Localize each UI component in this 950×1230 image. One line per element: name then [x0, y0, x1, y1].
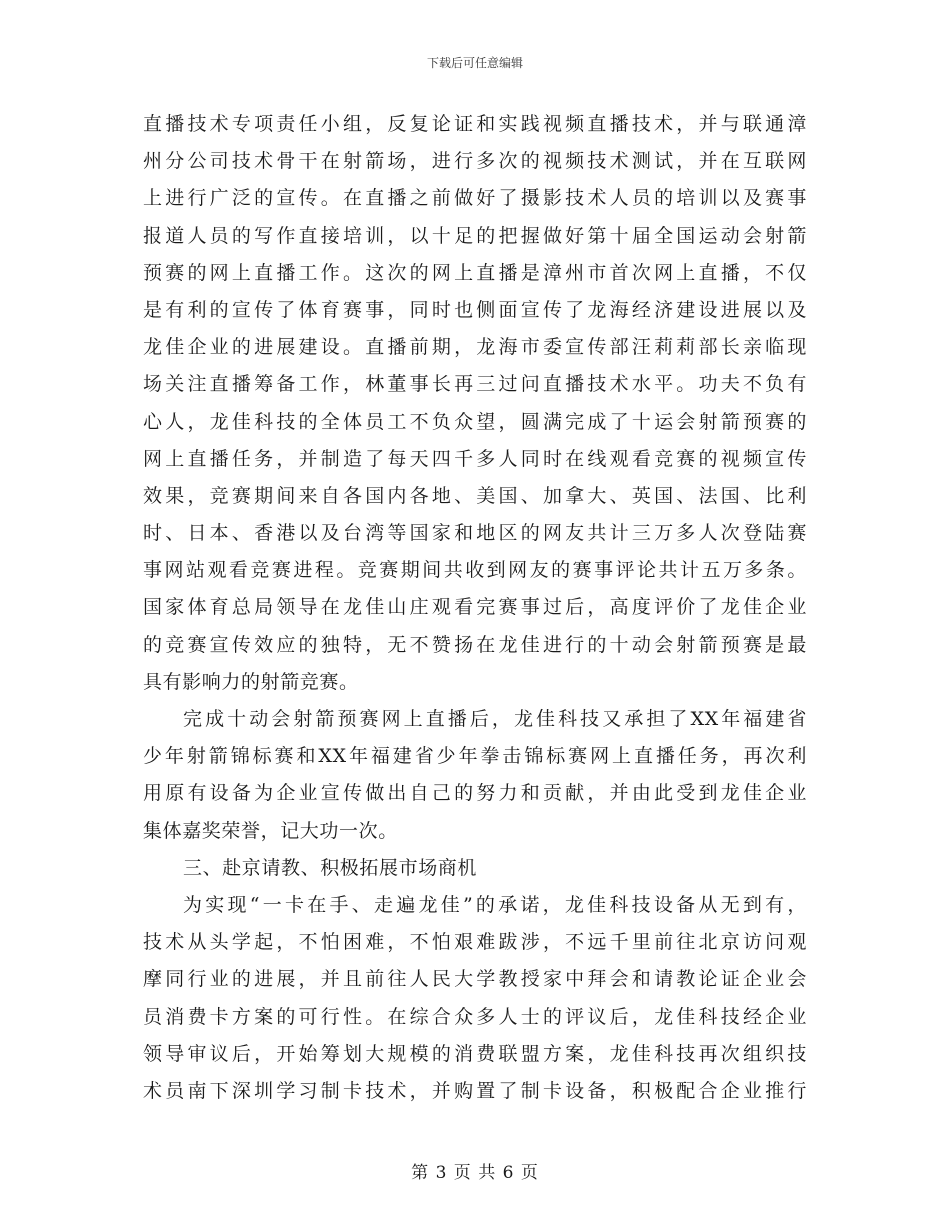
text-line: 摩同行业的进展，并且前往人民大学教授家中拜会和请教论证企业会: [143, 968, 807, 991]
text-line: 龙佳企业的进展建设。直播前期，龙海市委宣传部汪莉莉部长亲临现: [143, 336, 807, 359]
text-line: 用原有设备为企业宣传做出自己的努力和贡献，并由此受到龙佳企业: [143, 782, 807, 805]
text-line: 网上直播任务，并制造了每天四千多人同时在线观看竞赛的视频宣传: [143, 447, 807, 470]
text-line: 心人，龙佳科技的全体员工不负众望，圆满完成了十运会射箭预赛的: [143, 410, 807, 433]
text-line: 报道人员的写作直接培训，以十足的把握做好第十届全国运动会射箭: [143, 224, 807, 247]
text-line: 是有利的宣传了体育赛事，同时也侧面宣传了龙海经济建设进展以及: [143, 298, 807, 321]
text-line: 上进行广泛的宣传。在直播之前做好了摄影技术人员的培训以及赛事: [143, 187, 807, 210]
text-line: 事网站观看竞赛进程。竞赛期间共收到网友的赛事评论共计五万多条。: [143, 559, 807, 582]
text-line: 直播技术专项责任小组，反复论证和实践视频直播技术，并与联通漳: [143, 113, 807, 135]
page-header: 下载后可任意编辑: [426, 56, 523, 70]
page-footer: 第 3 页 共 6 页: [411, 1163, 539, 1183]
text-line: 集体嘉奖荣誉，记大功一次。: [143, 819, 398, 842]
text-line: 员消费卡方案的可行性。在综合众多人士的评议后，龙佳科技经企业: [143, 1005, 807, 1028]
text-line: 技术从头学起，不怕困难，不怕艰难跋涉，不远千里前往北京访问观: [143, 931, 807, 954]
body-text: [143, 106, 807, 1110]
text-line: 预赛的网上直播工作。这次的网上直播是漳州市首次网上直播，不仅: [143, 261, 807, 284]
text-line: 术员南下深圳学习制卡技术，并购置了制卡设备，积极配合企业推行: [143, 1079, 807, 1102]
text-line: 领导审议后，开始筹划大规模的消费联盟方案，龙佳科技再次组织技: [143, 1042, 807, 1065]
text-line: 三、赴京请教、积极拓展市场商机: [183, 856, 478, 879]
text-line: 场关注直播筹备工作，林董事长再三过问直播技术水平。功夫不负有: [143, 373, 807, 396]
text-line: 完成十动会射箭预赛网上直播后，龙佳科技又承担了XX年福建省: [183, 708, 807, 730]
text-line: 效果，竞赛期间来自各国内各地、美国、加拿大、英国、法国、比利: [143, 484, 807, 507]
text-line: 为实现“一卡在手、走遍龙佳”的承诺，龙佳科技设备从无到有，: [183, 893, 807, 916]
text-line: 的竞赛宣传效应的独特，无不赞扬在龙佳进行的十动会射箭预赛是最: [143, 633, 807, 656]
text-line: 州分公司技术骨干在射箭场，进行多次的视频技术测试，并在互联网: [143, 150, 807, 173]
text-line: 少年射箭锦标赛和XX年福建省少年拳击锦标赛网上直播任务，再次利: [143, 745, 807, 768]
text-line: 具有影响力的射箭竞赛。: [143, 670, 359, 693]
text-line: 国家体育总局领导在龙佳山庄观看完赛事过后，高度评价了龙佳企业: [143, 596, 807, 619]
text-line: 时、日本、香港以及台湾等国家和地区的网友共计三万多人次登陆赛: [143, 522, 807, 545]
